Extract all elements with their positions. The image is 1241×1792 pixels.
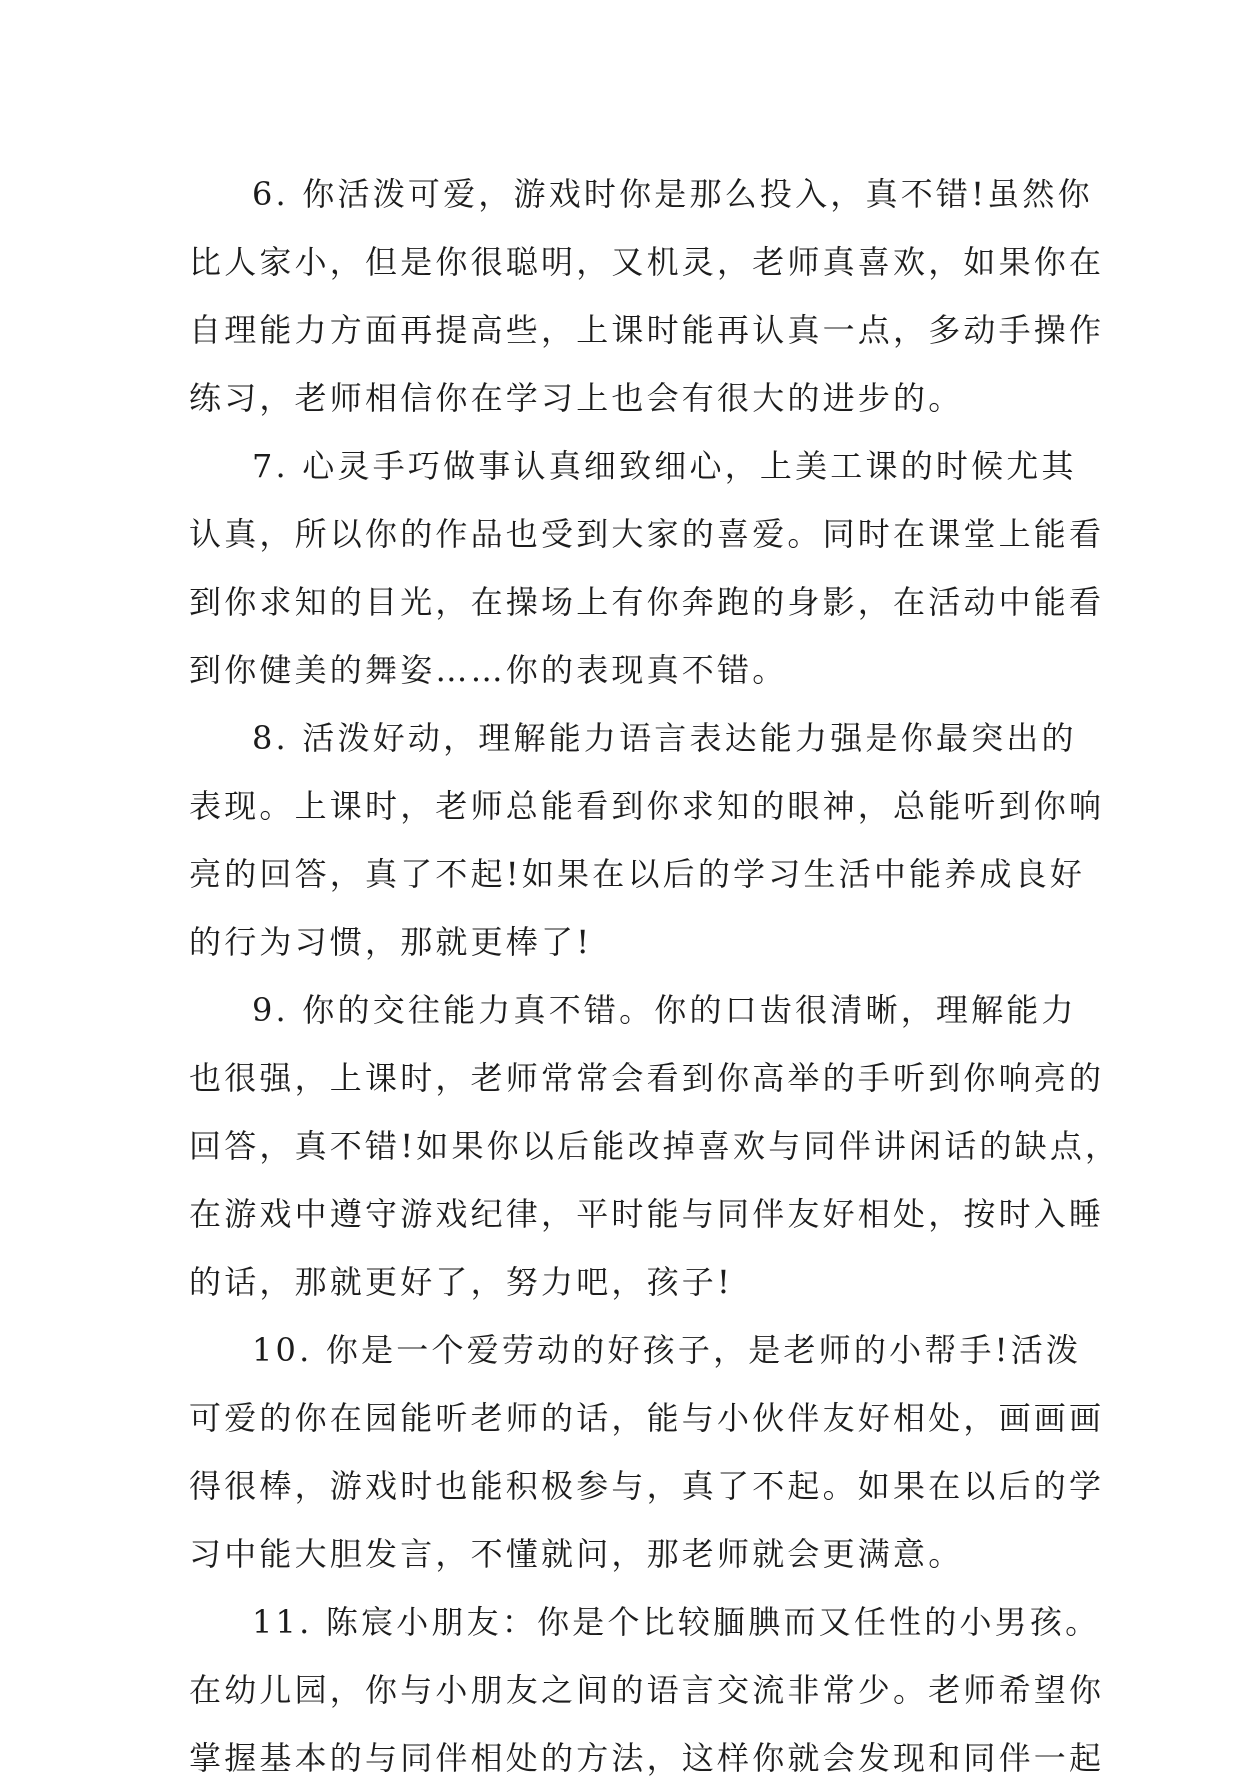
- text-line: 表现。上课时，老师总能看到你求知的眼神，总能听到你响: [189, 787, 1105, 825]
- text-line: 掌握基本的与同伴相处的方法，这样你就会发现和同伴一起: [189, 1739, 1105, 1777]
- text-line: 10. 你是一个爱劳动的好孩子，是老师的小帮手!活泼: [252, 1331, 1082, 1369]
- text-line: 亮的回答，真了不起!如果在以后的学习生活中能养成良好: [189, 855, 1086, 893]
- text-line: 9. 你的交往能力真不错。你的口齿很清晰，理解能力: [252, 991, 1077, 1029]
- text-line: 11. 陈宸小朋友：你是个比较腼腆而又任性的小男孩。: [252, 1603, 1101, 1641]
- text-line: 6. 你活泼可爱，游戏时你是那么投入，真不错!虽然你: [252, 175, 1093, 213]
- text-line: 8. 活泼好动，理解能力语言表达能力强是你最突出的: [252, 719, 1077, 757]
- text-line: 练习，老师相信你在学习上也会有很大的进步的。: [189, 379, 964, 417]
- text-line: 认真，所以你的作品也受到大家的喜爱。同时在课堂上能看: [189, 515, 1105, 553]
- text-line: 到你求知的目光，在操场上有你奔跑的身影，在活动中能看: [189, 583, 1105, 621]
- text-line: 习中能大胆发言，不懂就问，那老师就会更满意。: [189, 1535, 964, 1573]
- text-line: 也很强，上课时，老师常常会看到你高举的手听到你响亮的: [189, 1059, 1105, 1097]
- text-line: 在幼儿园，你与小朋友之间的语言交流非常少。老师希望你: [189, 1671, 1105, 1709]
- text-line: 到你健美的舞姿……你的表现真不错。: [189, 651, 788, 689]
- text-line: 自理能力方面再提高些，上课时能再认真一点，多动手操作: [189, 311, 1105, 349]
- text-line: 得很棒，游戏时也能积极参与，真了不起。如果在以后的学: [189, 1467, 1105, 1505]
- text-line: 的行为习惯，那就更棒了!: [189, 923, 593, 961]
- text-line: 比人家小，但是你很聪明，又机灵，老师真喜欢，如果你在: [189, 243, 1105, 281]
- text-line: 的话，那就更好了，努力吧，孩子!: [189, 1263, 734, 1301]
- text-line: 回答，真不错!如果你以后能改掉喜欢与同伴讲闲话的缺点，: [189, 1127, 1121, 1165]
- text-line: 可爱的你在园能听老师的话，能与小伙伴友好相处，画画画: [189, 1399, 1105, 1437]
- text-line: 7. 心灵手巧做事认真细致细心，上美工课的时候尤其: [252, 447, 1077, 485]
- text-line: 在游戏中遵守游戏纪律，平时能与同伴友好相处，按时入睡: [189, 1195, 1105, 1233]
- document-body: [189, 160, 1121, 1792]
